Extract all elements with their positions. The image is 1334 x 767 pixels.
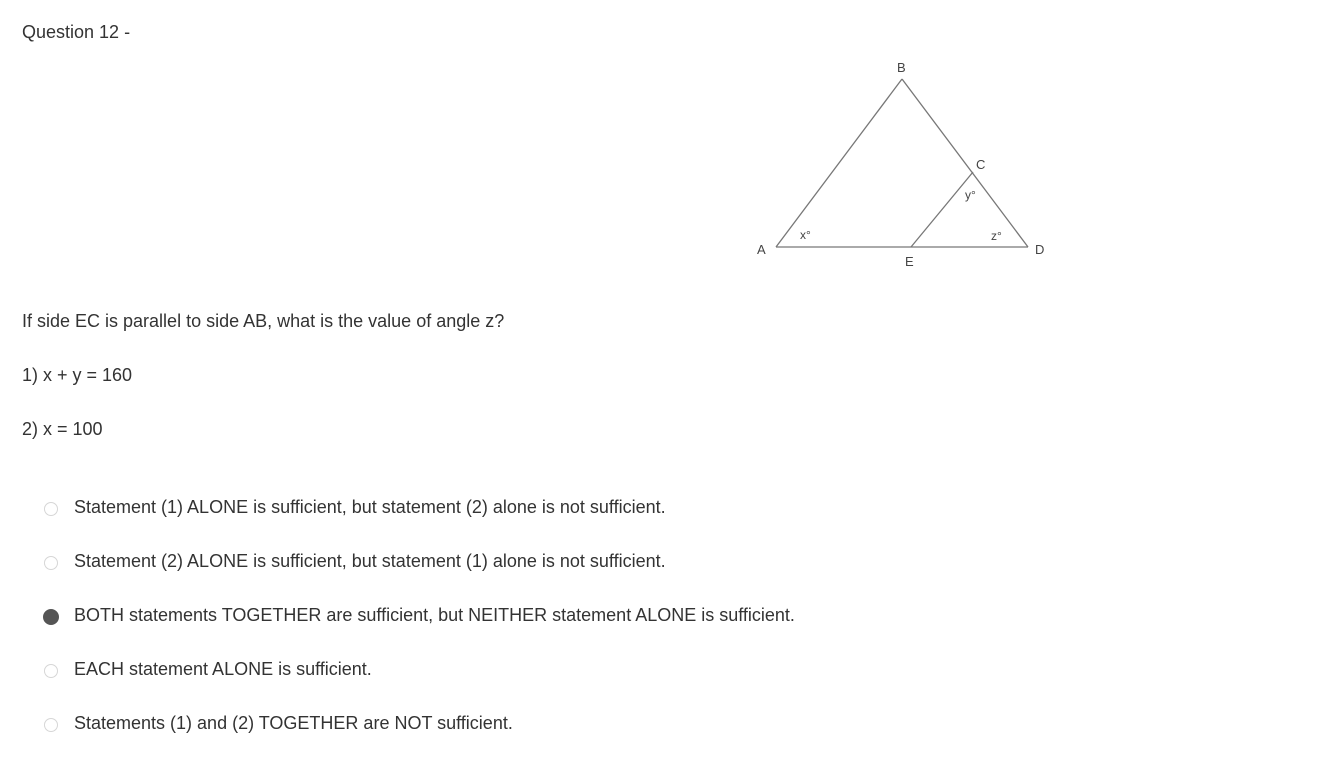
triangle-diagram: [740, 50, 1060, 280]
answer-option[interactable]: [40, 696, 860, 750]
radio-button[interactable]: [44, 664, 58, 678]
vertex-label-e: E: [905, 254, 914, 269]
question-prompt: If side EC is parallel to side AB, what is the value of angle z?: [22, 311, 505, 331]
question-title: Question 12 -: [22, 22, 131, 42]
angle-label-x: x°: [800, 228, 811, 242]
triangle-figure: [740, 50, 1060, 280]
segment-ab: [776, 79, 902, 247]
segment-ec: [911, 172, 973, 247]
answer-option[interactable]: [40, 642, 860, 696]
answer-option[interactable]: [40, 588, 860, 642]
segment-bd: [902, 79, 1028, 247]
answer-option[interactable]: [40, 534, 860, 588]
vertex-label-d: D: [1035, 242, 1045, 257]
vertex-label-b: B: [897, 60, 906, 75]
vertex-label-c: C: [976, 157, 986, 172]
answer-option-label: BOTH statements TOGETHER are sufficient, but NEITHER statement ALONE is sufficient.: [74, 604, 795, 625]
statement-1: 1) x + y = 160: [22, 365, 133, 385]
radio-button[interactable]: [43, 609, 59, 625]
answer-option-label: Statements (1) and (2) TOGETHER are NOT sufficient.: [74, 712, 513, 733]
answer-option-label: Statement (2) ALONE is sufficient, but statement (1) alone is not sufficient.: [74, 550, 666, 571]
vertex-label-a: A: [757, 242, 766, 257]
answer-option-label: Statement (1) ALONE is sufficient, but statement (2) alone is not sufficient.: [74, 496, 666, 517]
radio-button[interactable]: [44, 556, 58, 570]
answer-option-label: EACH statement ALONE is sufficient.: [74, 658, 372, 679]
radio-button[interactable]: [44, 502, 58, 516]
radio-button[interactable]: [44, 718, 58, 732]
answer-option[interactable]: [40, 480, 860, 534]
angle-label-y: y°: [965, 188, 976, 202]
statement-2: 2) x = 100: [22, 419, 103, 439]
answer-options: [40, 480, 860, 750]
angle-label-z: z°: [991, 229, 1002, 243]
